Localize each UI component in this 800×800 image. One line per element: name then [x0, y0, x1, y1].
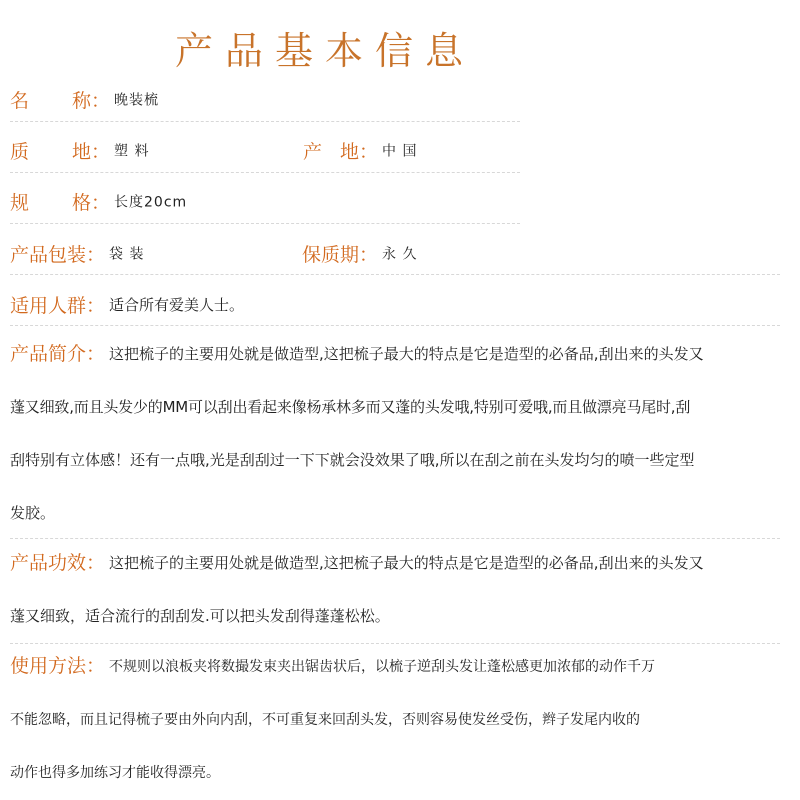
field-shelf-life	[302, 240, 417, 267]
effect-line-1: 产品功效： 这把梳子的主要用处就是做造型,这把梳子最大的特点是它是造型的必备品,刮出来的头发又	[10, 537, 770, 590]
field-audience-label: 适用人群	[10, 295, 87, 317]
page-title: 产品基本信息	[174, 29, 475, 73]
usage-line-3: 动作也得多加练习才能收得漂亮。	[10, 765, 220, 781]
section-intro	[10, 328, 770, 540]
divider	[10, 274, 780, 275]
field-origin-label: 产 地	[303, 141, 359, 163]
colon: ：	[86, 295, 106, 317]
field-packaging	[10, 240, 144, 267]
field-packaging-label: 产品包装	[10, 244, 87, 266]
field-audience-value: 适合所有爱美人士。	[109, 296, 245, 314]
intro-line-2: 蓬又细致,而且头发少的MM可以刮出看起来像杨承林多而又蓬的头发哦,特别可爱哦,而且做漂亮马尾时,刮	[10, 398, 691, 416]
section-effect	[10, 537, 770, 643]
colon: ：	[91, 141, 111, 163]
field-material	[10, 137, 149, 164]
field-shelf-life-label: 保质期	[302, 244, 360, 266]
field-packaging-value: 袋 装	[109, 246, 145, 263]
colon: ：	[86, 244, 106, 266]
divider	[10, 223, 520, 224]
usage-line-1: 使用方法： 不规则以浪板夹将数撮发束夹出锯齿状后，以梳子逆刮头发让蓬松感更加浓郁的动作千万	[10, 640, 770, 694]
field-spec-value: 长度20cm	[114, 194, 188, 211]
colon: ：	[86, 552, 106, 574]
field-spec-label: 规 格	[10, 192, 91, 214]
field-shelf-life-value: 永 久	[382, 246, 418, 263]
intro-label: 产品简介	[10, 343, 87, 365]
field-origin	[303, 137, 417, 164]
field-material-label: 质 地	[10, 141, 91, 163]
colon: ：	[359, 141, 379, 163]
colon: ：	[91, 192, 111, 214]
usage-line-2: 不能忽略，而且记得梳子要由外向内刮，不可重复来回刮头发，否则容易使发丝受伤，辫子发尾内收的	[10, 712, 640, 728]
field-name-label: 名 称	[10, 90, 91, 112]
colon: ：	[86, 655, 106, 677]
field-name	[10, 86, 159, 113]
field-material-value: 塑 料	[114, 143, 150, 160]
intro-line-1: 产品简介： 这把梳子的主要用处就是做造型,这把梳子最大的特点是它是造型的必备品,刮出来的头发又	[10, 328, 770, 381]
field-audience	[10, 291, 244, 318]
effect-line-2: 蓬又细致，适合流行的刮刮发.可以把头发刮得蓬蓬松松。	[10, 607, 390, 625]
divider	[10, 325, 780, 326]
divider	[10, 172, 520, 173]
intro-line-3: 刮特别有立体感！还有一点哦,光是刮刮过一下下就会没效果了哦,所以在刮之前在头发均匀的喷一些定型	[10, 451, 695, 469]
field-name-value: 晚装梳	[114, 92, 160, 109]
section-usage	[10, 640, 770, 800]
field-spec	[10, 188, 187, 215]
field-origin-value: 中 国	[382, 143, 418, 160]
usage-label: 使用方法	[10, 655, 87, 677]
intro-line-4: 发胶。	[10, 504, 56, 522]
colon: ：	[86, 343, 106, 365]
colon: ：	[91, 90, 111, 112]
divider	[10, 121, 520, 122]
effect-label: 产品功效	[10, 552, 87, 574]
colon: ：	[359, 244, 379, 266]
